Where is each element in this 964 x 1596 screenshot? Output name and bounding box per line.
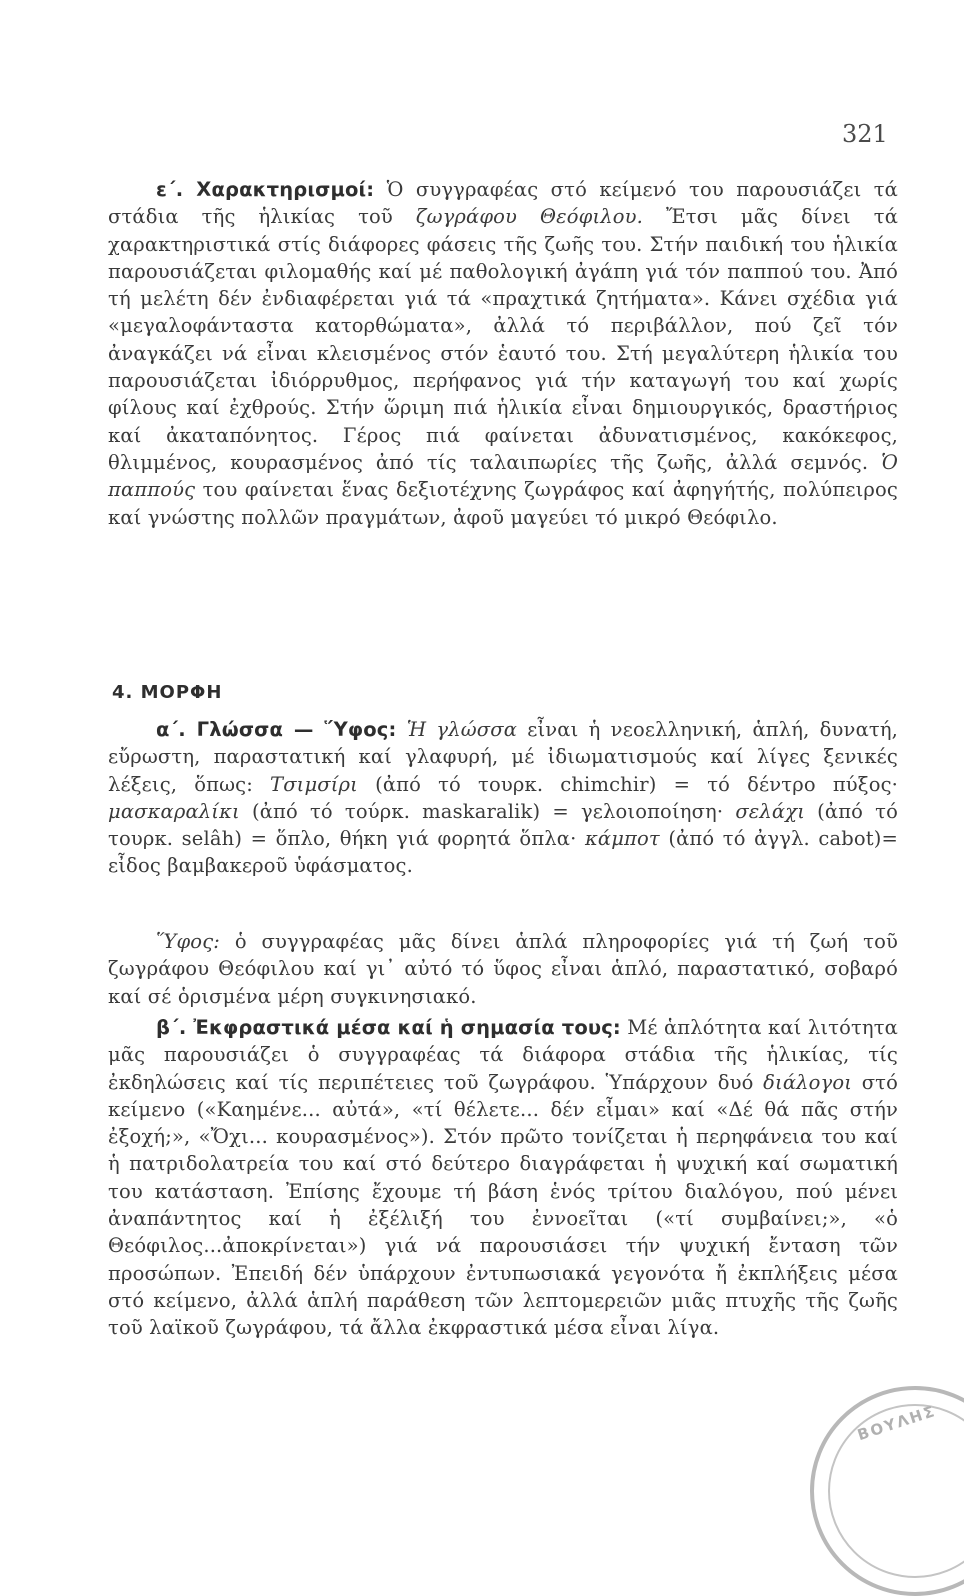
language-style-heading: α΄. Γλώσσα — Ὕφος: bbox=[156, 718, 397, 741]
library-stamp bbox=[810, 1386, 964, 1596]
expressive-means-heading: β΄. Ἐκφραστικά μέσα καί ἡ σημασία τους: bbox=[156, 1016, 621, 1039]
characterizations-paragraph: ε΄. Χαρακτηρισμοί: Ὁ συγγραφέας στό κείμενό του παρουσιάζει τά στάδια τῆς ἡλικίας τοῦ ζωγράφου Θεόφιλου. Ἔτσι μᾶς δίνει τά χαρακτηριστικά στίς διάφορες φάσεις τῆς ζωῆς του. Στήν παιδική του ἡλικία παρουσιάζεται φιλομαθής καί μέ παθολογική ἀγάπη γιά τόν παππού του. Ἀπό τή μελέτη δέν ἐνδιαφέρεται γιά τά «πραχτικά ζητήματα». Κάνει σχέδια γιά «μεγαλοφάνταστα κατορθώματα», ἀλλά τό περιβάλλον, πού ζεῖ τόν ἀναγκάζει νά εἶναι κλεισμένος στόν ἑαυτό του. Στή μεγαλύτερη ἡλικία του παρουσιάζεται ἰδιόρρυθμος, περήφανος γιά τήν καταγωγή του καί χωρίς φίλους καί ἐχθρούς. Στήν ὥριμη πιά ἡλικία εἶναι δημιουργικός, δραστήριος καί ἀκαταπόνητος. Γέρος πιά φαίνεται ἀδυνατισμένος, κακόκεφος, θλιμμένος, κουρασμένος ἀπό τίς ταλαιπωρίες τῆς ζωῆς, ἀλλά σεμνός. Ὁ παππούς του φαίνεται ἕνας δεξιοτέχνης ζωγράφος καί ἀφηγήτής, πολύπειρος καί γνώστης πολλῶν πραγμάτων, ἀφοῦ μαγεύει τό μικρό Θεόφιλο. bbox=[108, 178, 899, 529]
style-paragraph: Ὕφος: ὁ συγγραφέας μᾶς δίνει ἁπλά πληροφορίες γιά τή ζωή τοῦ ζωγράφου Θεόφιλου καί γι᾿ αὐτό τό ὕφος εἶναι ἁπλό, παραστατικό, σοβαρό καί σέ ὁρισμένα μέρη συγκινησιακό. bbox=[108, 930, 898, 1008]
page-number: 321 bbox=[842, 120, 888, 148]
characterizations-heading: ε΄. Χαρακτηρισμοί: bbox=[156, 178, 375, 201]
section-heading-morfi: 4. ΜΟΡΦΗ bbox=[112, 682, 223, 703]
expressive-means-paragraph: β΄. Ἐκφραστικά μέσα καί ἡ σημασία τους: Μέ ἁπλότητα καί λιτότητα μᾶς παρουσιάζει ὁ συγγραφέας τά διάφορα στάδια τῆς ἡλικίας, τίς ἐκδηλώσεις καί τίς περιπέτειες τοῦ ζωγράφου. Ὑπάρχουν δυό διάλογοι στό κείμενο («Καημένε... αὐτά», «τί θέλετε... δέν εἶμαι» καί «Δέ θά πᾶς στήν ἐξοχή;», «Ὄχι... κουρασμένος»). Στόν πρῶτο τονίζεται ἡ περηφάνεια του καί ἡ πατριδολατρεία του καί στό δεύτερο διαγράφεται ἡ ψυχική καί σωματική του κατάσταση. Ἐπίσης ἔχουμε τή βάση ἑνός τρίτου διαλόγου, πού μένει ἀναπάντητος καί ἡ ἐξέλιξή του ἐννοεῖται («τί συμβαίνει;», «ὁ Θεόφιλος...ἀποκρίνεται») γιά νά παρουσιάσει τήν ψυχική ἔνταση τῶν προσώπων. Ἐπειδή δέν ὑπάρχουν ἐντυπωσιακά γεγονότα ἤ ἐκπλήξεις μέσα στό κείμενο, ἀλλά ἁπλή παράθεση τῶν λεπτομερειῶν μιᾶς πτυχῆς τῆς ζωῆς τοῦ λαϊκοῦ ζωγράφου, τά ἄλλα ἐκφραστικά μέσα εἶναι λίγα. bbox=[108, 1016, 898, 1340]
language-style-paragraph: α΄. Γλώσσα — Ὕφος: Ἡ γλώσσα εἶναι ἡ νεοελληνική, ἁπλή, δυνατή, εὔρωστη, παραστατική καί γλαφυρή, μέ ἰδιωματισμούς καί λίγες ξενικές λέξεις, ὅπως: Τσιμσίρι (ἀπό τό τουρκ. chimchir) = τό δέντρο πύξος· μασκαραλίκι (ἀπό τό τούρκ. maskaralik) = γελοιοποίηση· σελάχι (ἀπό τό τουρκ. selâh) = ὅπλο, θήκη γιά φορητά ὅπλα· κάμποτ (ἀπό τό ἀγγλ. cabot)= εἶδος βαμβακεροῦ ὑφάσματος. bbox=[108, 718, 899, 878]
stamp-text: ΒΟΥΛΗΣ bbox=[855, 1401, 939, 1445]
